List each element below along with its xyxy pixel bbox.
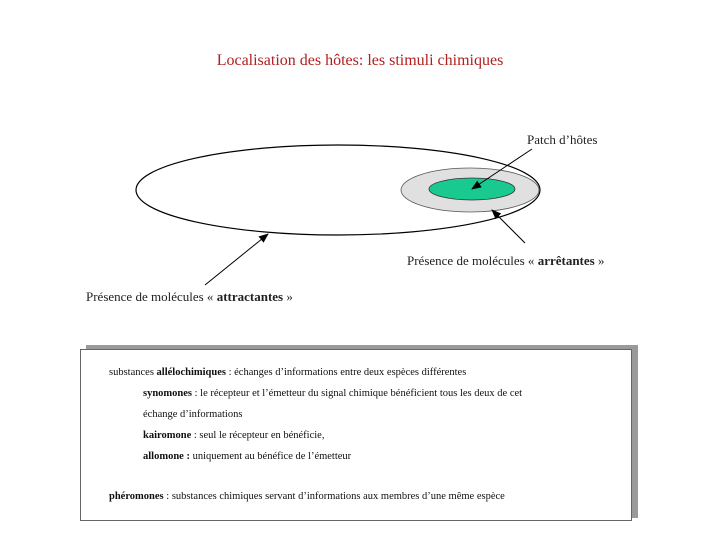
synomones-continuation: échange d’informations — [143, 409, 243, 420]
pheromones-line: phéromones : substances chimiques servant d’informations aux membres d’une même espèce — [109, 491, 505, 502]
allomone-line: allomone : uniquement au bénéfice de l’émetteur — [143, 451, 352, 462]
attractantes-label: Présence de molécules « attractantes » — [86, 289, 293, 304]
kairomone-line: kairomone : seul le récepteur en bénéficie, — [143, 430, 325, 441]
definitions-box — [80, 349, 632, 521]
attractantes-arrow — [205, 234, 268, 285]
allelochimiques-line: substances allélochimiques : échanges d’informations entre deux espèces différentes — [109, 367, 467, 378]
page-title: Localisation des hôtes: les stimuli chimiques — [216, 52, 504, 69]
synomones-line: synomones : le récepteur et l’émetteur du signal chimique bénéficient tous les deux de cet — [143, 388, 523, 399]
arretantes-arrow — [492, 210, 525, 243]
arretantes-label: Présence de molécules « arrêtantes » — [407, 253, 605, 268]
patch-label: Patch d’hôtes — [527, 132, 598, 147]
